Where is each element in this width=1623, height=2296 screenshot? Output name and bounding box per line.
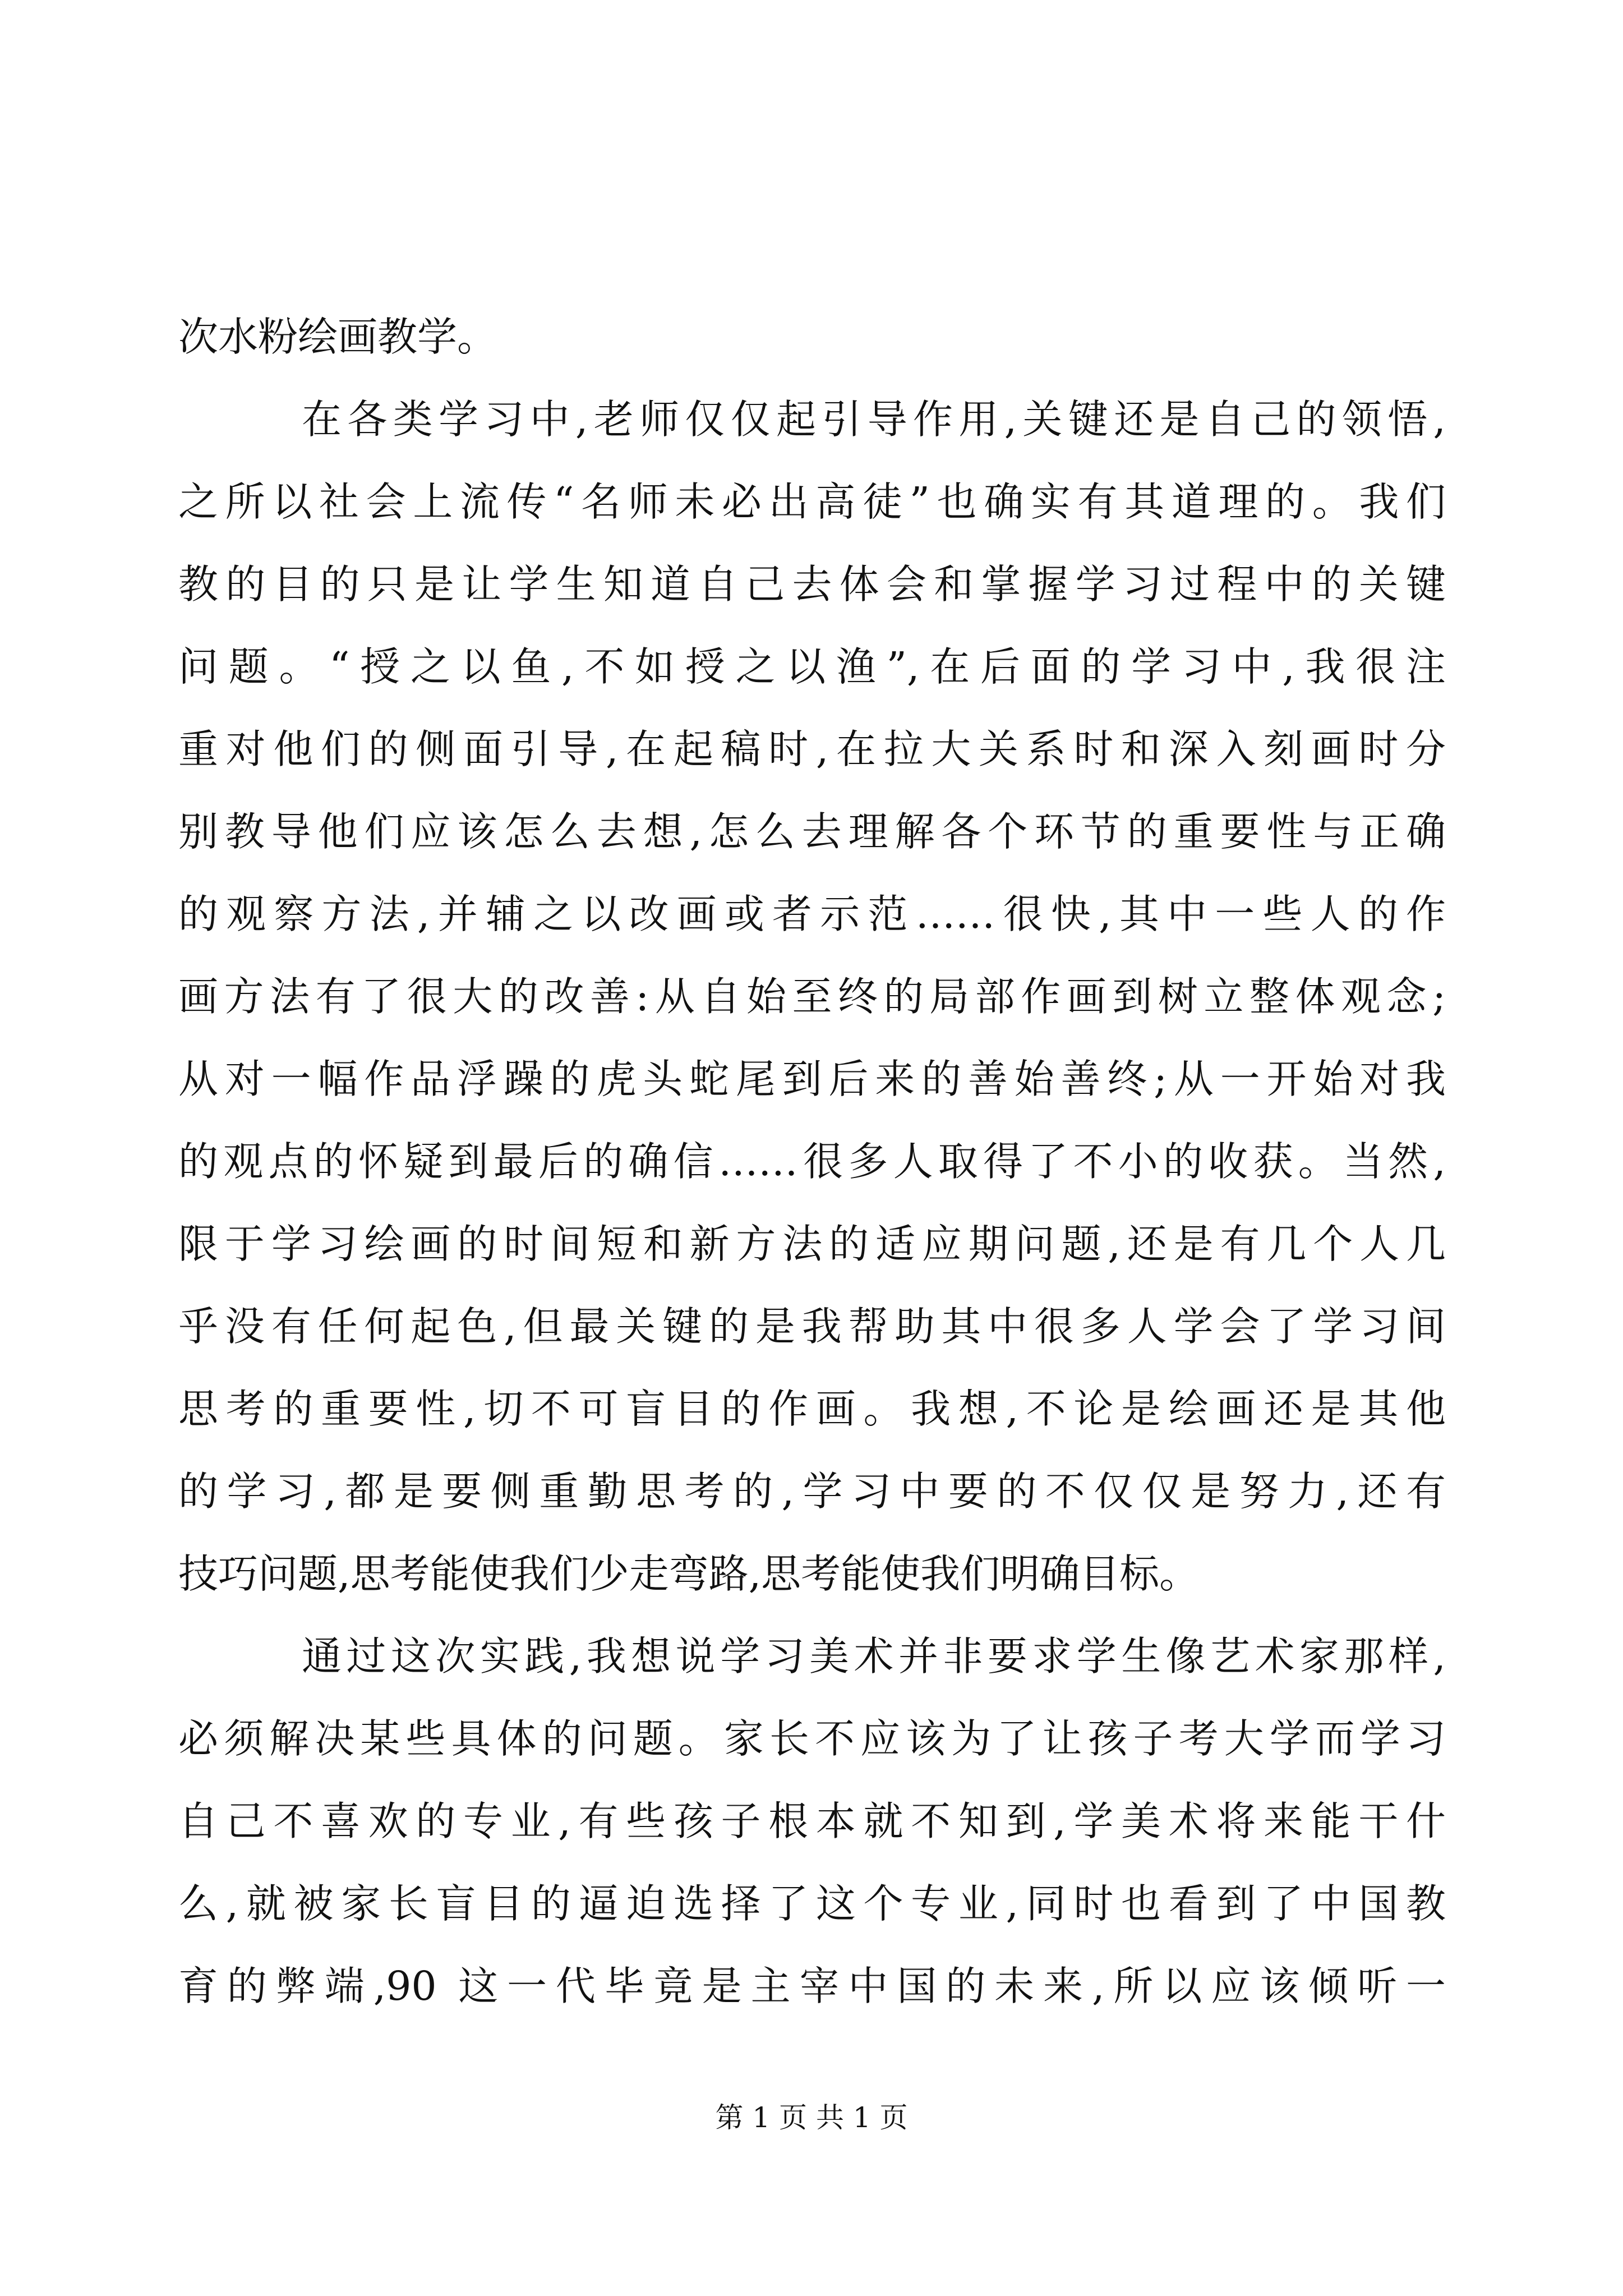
text-line: 自己不喜欢的专业,有些孩子根本就不知到,学美术将来能干什	[178, 1798, 1446, 1844]
text-line: 别教导他们应该怎么去想,怎么去理解各个环节的重要性与正确	[178, 808, 1446, 855]
text-line: 次水粉绘画教学。	[178, 314, 497, 360]
text-line: 的观点的怀疑到最后的确信……很多人取得了不小的收获。当然,	[178, 1138, 1446, 1185]
text-line: 通过这次实践,我想说学习美术并非要求学生像艺术家那样,	[302, 1633, 1446, 1680]
text-line: 之所以社会上流传“名师未必出高徒”也确实有其道理的。我们	[178, 478, 1446, 525]
text-line: 在各类学习中,老师仅仅起引导作用,关键还是自己的领悟,	[302, 396, 1446, 443]
page-number-footer: 第 1 页 共 1 页	[715, 2101, 908, 2134]
text-line: 乎没有任何起色,但最关键的是我帮助其中很多人学会了学习间	[178, 1303, 1446, 1350]
text-line: 技巧问题,思考能使我们少走弯路,思考能使我们明确目标。	[178, 1550, 1200, 1597]
text-line: 从对一幅作品浮躁的虎头蛇尾到后来的善始善终;从一开始对我	[178, 1056, 1446, 1102]
text-line: 的观察方法,并辅之以改画或者示范……很快,其中一些人的作	[178, 891, 1446, 937]
text-line: 限于学习绘画的时间短和新方法的适应期问题,还是有几个人几	[178, 1221, 1446, 1267]
text-line: 重对他们的侧面引导,在起稿时,在拉大关系时和深入刻画时分	[178, 726, 1446, 772]
text-line: 问题。“授之以鱼,不如授之以渔”,在后面的学习中,我很注	[178, 643, 1446, 690]
text-line: 思考的重要性,切不可盲目的作画。我想,不论是绘画还是其他	[178, 1386, 1446, 1432]
text-line: 的学习,都是要侧重勤思考的,学习中要的不仅仅是努力,还有	[178, 1468, 1446, 1515]
text-line: 教的目的只是让学生知道自己去体会和掌握学习过程中的关键	[178, 561, 1446, 608]
text-line: 画方法有了很大的改善:从自始至终的局部作画到树立整体观念;	[178, 973, 1446, 1020]
text-line: 么,就被家长盲目的逼迫选择了这个专业,同时也看到了中国教	[178, 1880, 1446, 1927]
text-line: 必须解决某些具体的问题。家长不应该为了让孩子考大学而学习	[178, 1715, 1446, 1762]
text-line: 育的弊端,90 这一代毕竟是主宰中国的未来,所以应该倾听一	[178, 1963, 1446, 2009]
